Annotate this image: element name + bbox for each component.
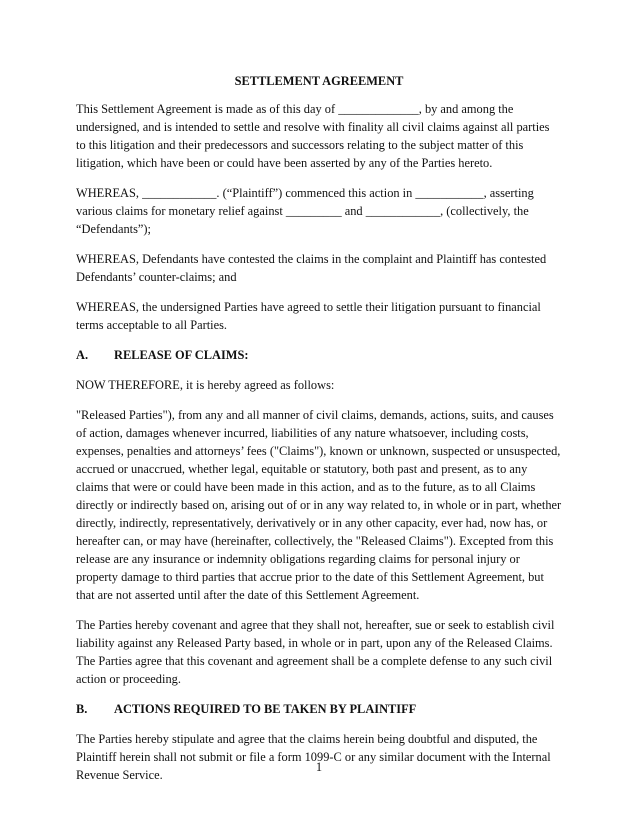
- section-a-paragraph: NOW THEREFORE, it is hereby agreed as follows:: [76, 378, 335, 392]
- document-page: [76, 72, 562, 796]
- section-a-heading: [76, 346, 562, 364]
- section-a-title: RELEASE OF CLAIMS:: [114, 348, 249, 362]
- section-b-heading: [76, 700, 562, 718]
- section-a-paragraph: The Parties hereby covenant and agree that they shall not, hereafter, sue or seek to establish civil liability against any Released Party based, in whole or in part, upon any of the Released Claims. The Parties agree that this covenant and agreement shall be a complete defense to any such civil action or proceeding.: [76, 618, 555, 686]
- section-b-title: ACTIONS REQUIRED TO BE TAKEN BY PLAINTIFF: [114, 702, 417, 716]
- section-b-letter: B.: [76, 702, 88, 716]
- section-a-letter: A.: [76, 348, 89, 362]
- whereas-paragraph-contested: WHEREAS, Defendants have contested the claims in the complaint and Plaintiff has contested Defendants’ counter-claims; and: [76, 252, 547, 284]
- intro-paragraph: This Settlement Agreement is made as of this day of _____________, by and among the undersigned, and is intended to settle and resolve with finality all civil claims against all parties to this litigation and their predecessors and successors relating to the subject matter of this litigation, which have been or could have been asserted by any of the Parties hereto.: [76, 102, 550, 170]
- section-b-paragraph: The Parties hereby stipulate and agree that the claims herein being doubtful and disputed, the Plaintiff herein shall not submit or file a form 1099-C or any similar document with the Internal Revenue Service.: [76, 732, 551, 782]
- whereas-paragraph-plaintiff: WHEREAS, ____________. (“Plaintiff”) commenced this action in ___________, asserting various claims for monetary relief against _________ and ____________, (collectively, the “Defendants”);: [76, 186, 534, 236]
- whereas-paragraph-settle: WHEREAS, the undersigned Parties have agreed to settle their litigation pursuant to financial terms acceptable to all Parties.: [76, 300, 541, 332]
- document-title: SETTLEMENT AGREEMENT: [234, 74, 404, 88]
- section-a-paragraph: "Released Parties"), from any and all manner of civil claims, demands, actions, suits, and causes of action, damages whenever incurred, liabilities of any nature whatsoever, including costs, expenses, penalties and attorneys’ fees ("Claims"), known or unknown, suspected or unsuspected, accrued or unaccrued, whether legal, equitable or statutory, both past and present, as to any claims that were or could have been made in this action, and as to the future, as to all Claims directly or indirectly based on, arising out of or in any way related to, in whole or in part, whether directly, indirectly, representatively, derivatively or in any other capacity, ever had, now has, or hereafter can, or may have (hereinafter, collectively, the "Released Claims"). Excepted from this release are any insurance or indemnity obligations regarding claims for personal injury or property damage to third parties that accrue prior to the date of this Settlement Agreement, but that are not asserted until after the date of this Settlement Agreement.: [76, 408, 562, 602]
- page-number: 1: [315, 760, 323, 774]
